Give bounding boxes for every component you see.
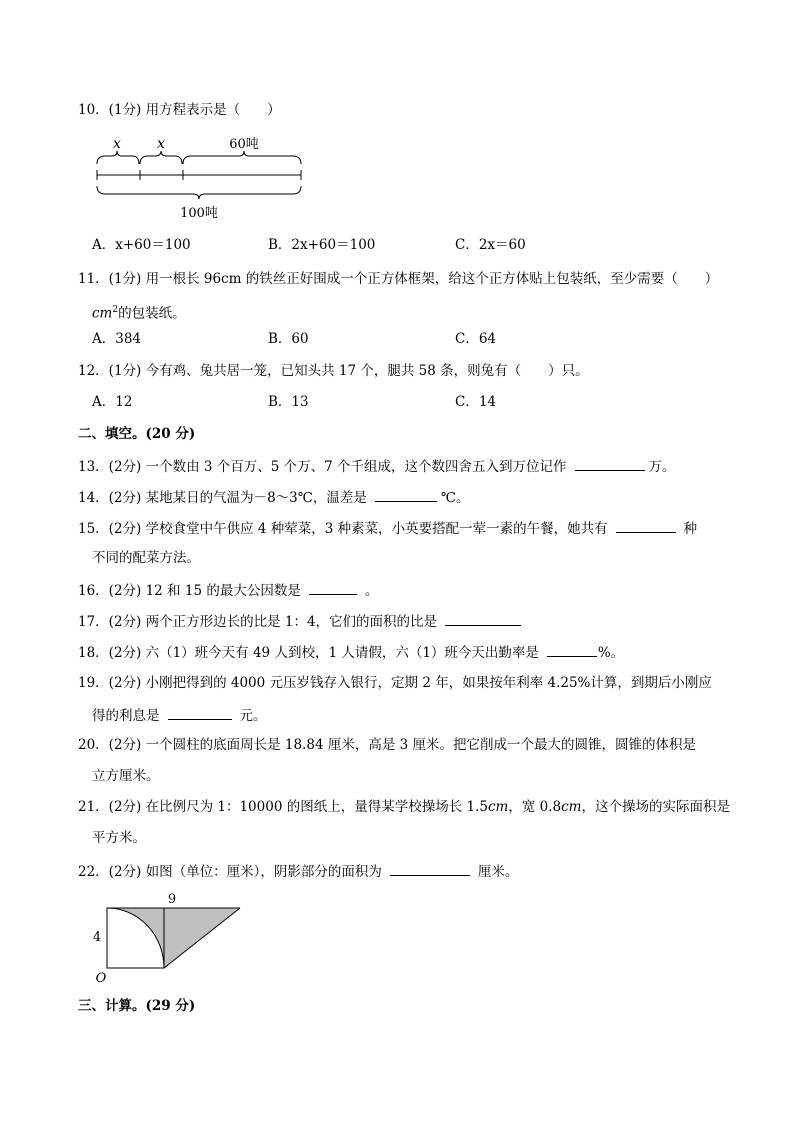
q11-line2-rest: 的包装纸。: [118, 305, 186, 322]
q11-unit-sup: 2: [112, 305, 119, 315]
question-16: [78, 580, 378, 600]
q16-post: 。: [364, 583, 379, 599]
question-15-line1: [78, 518, 697, 538]
question-11-line1: 11．(1分) 用一根长 96cm 的铁丝正好围成一个正方体框架，给这个正方体贴上包装纸，至少需要（ ）: [78, 271, 719, 287]
q11-option-b: B．60: [268, 331, 309, 347]
question-13: [78, 456, 676, 476]
q15-answer-blank[interactable]: [616, 518, 676, 533]
q22-post: 厘米。: [477, 864, 519, 880]
q14-text: 14．(2分) 某地某日的气温为－8～3℃，温差是: [78, 490, 367, 506]
q16-answer-blank[interactable]: [309, 580, 357, 595]
upper-brace-x2: [140, 151, 182, 164]
q11-option-a: A．384: [92, 331, 142, 347]
q12-option-c: C．14: [455, 394, 497, 410]
question-10-stem: 10．(1分) 用方程表示是（ ）: [78, 102, 281, 118]
shaded-region: [107, 908, 240, 968]
diagram-label-x2: x: [157, 136, 165, 152]
q22-text: 22．(2分) 如图（单位：厘米），阴影部分的面积为: [78, 864, 382, 880]
section-2-heading: 二、填空。(20 分): [78, 426, 196, 442]
q12-option-b: B．13: [268, 394, 309, 410]
question-21-line2: 平方米。: [92, 830, 146, 846]
figure-label-9: 9: [167, 892, 177, 907]
upper-brace-x1: [97, 151, 139, 164]
q21-text-b: ，宽 0.8: [508, 799, 562, 815]
q17-answer-blank[interactable]: [445, 611, 521, 626]
question-21-line1: [78, 798, 730, 816]
q19-post: 元。: [239, 708, 267, 724]
question-20-line1: 20．(2分) 一个圆柱的底面周长是 18.84 厘米，高是 3 厘米。把它削成一个最大的圆锥，圆锥的体积是: [78, 737, 696, 753]
question-22-figure: [88, 888, 258, 988]
q21-unit-2: cm: [561, 799, 582, 815]
question-15-line2: 不同的配菜方法。: [92, 550, 200, 566]
q17-text: 17．(2分) 两个正方形边长的比是 1：4，它们的面积的比是: [78, 614, 438, 630]
q13-post: 万。: [648, 459, 676, 475]
question-20-line2: 立方厘米。: [92, 768, 160, 784]
q12-option-a: A．12: [92, 394, 133, 410]
q18-text: 18．(2分) 六（1）班今天有 49 人到校，1 人请假，六（1）班今天出勤率是: [78, 645, 539, 661]
question-17: [78, 611, 525, 631]
question-10-brace-diagram: [94, 130, 309, 222]
q15-text: 15．(2分) 学校食堂中午供应 4 种荤菜，3 种素菜，小英要搭配一荤一素的午餐，她共有: [78, 521, 608, 537]
q10-option-c: C．2x＝60: [455, 237, 526, 253]
upper-brace-60t: [183, 151, 301, 164]
q19-line2-text: 得的利息是: [92, 708, 160, 724]
q15-post: 种: [683, 521, 698, 537]
q18-post: %。: [597, 645, 625, 661]
figure-label-4: 4: [92, 930, 102, 945]
q13-text: 13．(2分) 一个数由 3 个百万、5 个万、7 个千组成，这个数四舍五入到万位记作: [78, 459, 567, 475]
question-19-line2: [92, 705, 267, 725]
q10-option-a: A．x+60＝100: [92, 237, 191, 253]
diagram-label-100t: 100吨: [180, 206, 218, 221]
q16-text: 16．(2分) 12 和 15 的最大公因数是: [78, 583, 301, 599]
q11-option-c: C．64: [455, 331, 497, 347]
diagram-label-60t: 60吨: [229, 137, 259, 152]
q14-post: ℃。: [440, 490, 470, 506]
q18-answer-blank[interactable]: [547, 642, 597, 657]
question-11-line2: [92, 301, 186, 323]
question-19-line1: 19．(2分) 小刚把得到的 4000 元压岁钱存入银行，定期 2 年，如果按年利率 4.25%计算，到期后小刚应: [78, 675, 712, 691]
q21-text-a: 21．(2分) 在比例尺为 1：10000 的图纸上，量得某学校操场长 1.5: [78, 799, 488, 815]
diagram-label-x1: x: [113, 136, 121, 152]
q21-text-c: ，这个操场的实际面积是: [581, 799, 730, 815]
q10-option-b: B．2x+60＝100: [268, 237, 376, 253]
question-18: [78, 642, 624, 662]
q13-answer-blank[interactable]: [575, 456, 645, 471]
question-22: [78, 861, 518, 881]
figure-label-origin: O: [95, 971, 107, 986]
section-3-heading: 三、计算。(29 分): [78, 998, 196, 1014]
q22-answer-blank[interactable]: [390, 861, 470, 876]
q11-unit: cm: [92, 305, 113, 322]
question-12-stem: 12．(1分) 今有鸡、兔共居一笼，已知头共 17 个，腿共 58 条，则兔有（ ）只。: [78, 363, 589, 379]
lower-brace-total: [97, 186, 301, 199]
q21-unit-1: cm: [487, 799, 509, 815]
q14-answer-blank[interactable]: [375, 487, 437, 502]
question-14: [78, 487, 469, 507]
q19-answer-blank[interactable]: [168, 705, 232, 720]
